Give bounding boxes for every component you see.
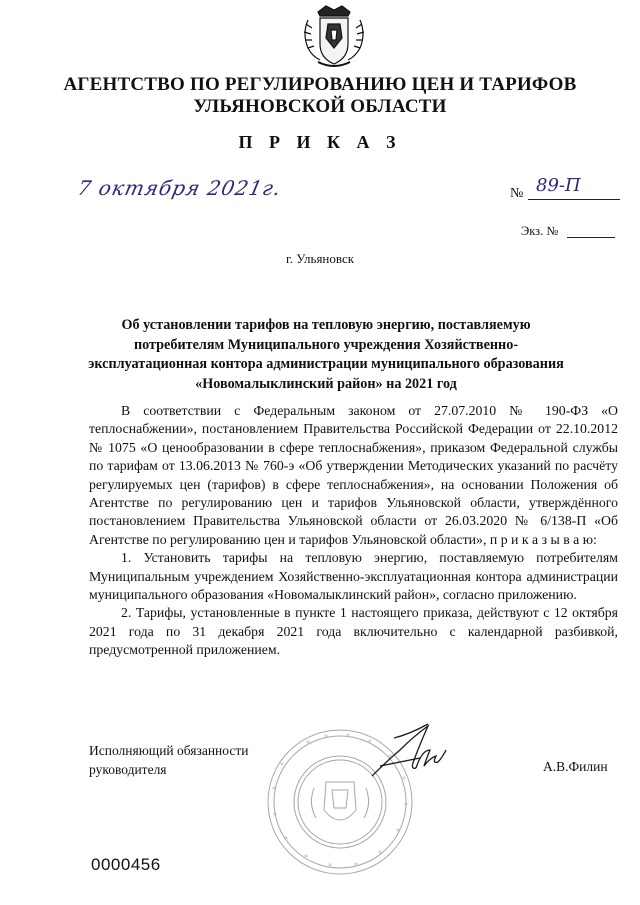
order-date-handwritten: 7 октября 2021г. xyxy=(75,176,284,200)
body-paragraph-item-1: 1. Установить тарифы на тепловую энергию, поставляемую потребителям Муниципальным учреждением Хозяйственно-эксплуатационная контора администрации муниципального образования «Новомалыклинский район», согласно приложению. xyxy=(89,550,618,603)
svg-text:*: * xyxy=(396,827,400,836)
svg-text:*: * xyxy=(388,753,392,762)
agency-name-line2: УЛЬЯНОВСКОЙ ОБЛАСТИ xyxy=(193,96,447,117)
svg-text:*: * xyxy=(306,739,310,748)
svg-text:*: * xyxy=(378,849,382,858)
svg-text:*: * xyxy=(273,811,277,820)
order-subject: Об установлении тарифов на тепловую энергию, поставляемую потребителям Муниципального учреждения Хозяйственно-эксплуатационная контора администрации муниципального образования «Новомалыклинский район» на 2021 год xyxy=(88,317,564,392)
signatory-role-line2: руководителя xyxy=(89,761,167,777)
svg-text:*: * xyxy=(346,732,350,741)
svg-text:*: * xyxy=(328,862,332,871)
copy-number-label: Экз. № xyxy=(521,224,559,238)
form-serial-number: 0000456 xyxy=(91,855,161,874)
coat-of-arms-emblem xyxy=(298,4,370,72)
svg-text:*: * xyxy=(324,733,328,742)
order-body xyxy=(89,402,618,660)
order-title: П Р И К А З xyxy=(238,132,402,152)
order-number-value: 89-П xyxy=(528,175,620,200)
svg-text:*: * xyxy=(402,775,406,784)
svg-text:*: * xyxy=(272,785,276,794)
handwritten-signature xyxy=(370,720,448,780)
body-paragraph-preamble: В соответствии с Федеральным законом от 27.07.2010 № 190-ФЗ «О теплоснабжении», постановлением Правительства Российской Федерации от 22.10.2012 № 1075 «О ценообразовании в сфере теплоснабжения», приказом Федеральной службы по тарифам от 13.06.2013 № 760-э «Об утверждении Методических указаний по расчёту регулируемых цен (тарифов) в сфере теплоснабжения», на основании Положения об Агентстве по регулированию цен и тарифов Ульяновской области, утверждённого постановлением Правительства Ульяновской области от 26.03.2020 № 6/138-П «Об Агентстве по регулированию цен и тарифов Ульяновской области», п р и к а з ы в а ю: xyxy=(89,403,618,547)
copy-number-blank xyxy=(567,237,615,238)
signatory-name: А.В.Филин xyxy=(543,759,608,774)
svg-text:*: * xyxy=(354,861,358,870)
agency-name-line1: АГЕНТСТВО ПО РЕГУЛИРОВАНИЮ ЦЕН И ТАРИФОВ xyxy=(63,74,577,95)
svg-text:*: * xyxy=(404,801,408,810)
signatory-role-line1: Исполняющий обязанности xyxy=(89,743,249,758)
svg-text:*: * xyxy=(304,853,308,862)
body-paragraph-item-2: 2. Тарифы, установленные в пункте 1 настоящего приказа, действуют с 12 октября 2021 года по 31 декабря 2021 года включительно с календарной разбивкой, предусмотренной приложением. xyxy=(89,605,618,658)
order-number-label: № xyxy=(510,186,524,201)
signatory-role xyxy=(89,742,248,779)
svg-text:*: * xyxy=(368,738,372,747)
svg-text:*: * xyxy=(280,761,284,770)
city-name: г. Ульяновск xyxy=(285,251,355,266)
svg-text:*: * xyxy=(284,835,288,844)
